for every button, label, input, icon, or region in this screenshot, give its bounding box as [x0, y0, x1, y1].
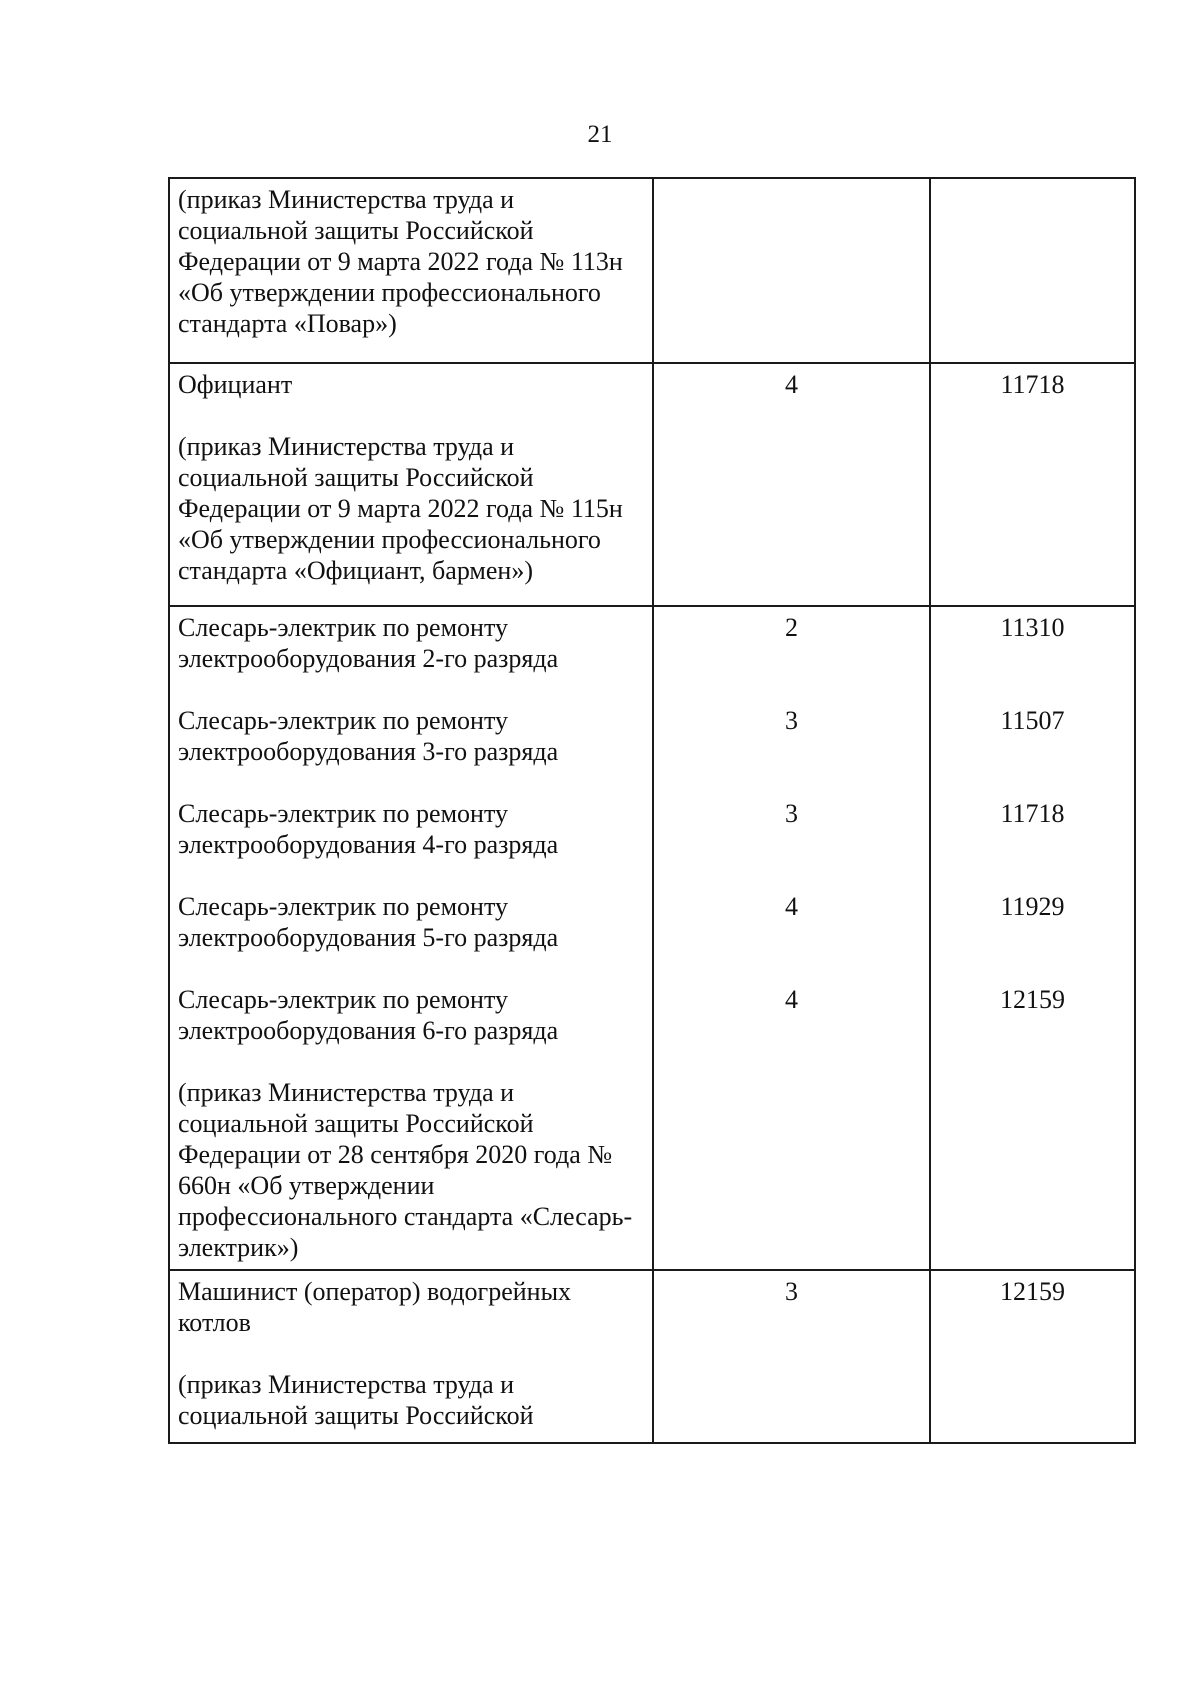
- level-cell: 3: [653, 1270, 930, 1443]
- level-cell: [653, 178, 930, 363]
- profession-name: Слесарь-электрик по ремонту электрооборудования 5-го разряда: [178, 892, 559, 952]
- table-row: [169, 606, 1135, 1270]
- table-row: [169, 1270, 1135, 1443]
- code-value: 11310: [1000, 613, 1065, 642]
- code-cell: [930, 606, 1135, 1270]
- code-value: 11718: [1000, 799, 1065, 828]
- code-cell: [930, 178, 1135, 363]
- profession-name: Машинист (оператор) водогрейных котлов: [178, 1277, 572, 1337]
- order-reference: (приказ Министерства труда и социальной защиты Российской Федерации от 9 марта 2022 года № 113н «Об утверждении профессионального стандарта «Повар»): [178, 185, 623, 338]
- profession-cell: [169, 363, 653, 606]
- profession-name: Слесарь-электрик по ремонту электрооборудования 2-го разряда: [178, 613, 559, 673]
- order-reference: (приказ Министерства труда и социальной защиты Российской: [178, 1370, 534, 1430]
- code-value: 12159: [1000, 985, 1065, 1014]
- profession-cell: [169, 1270, 653, 1443]
- profession-name: Слесарь-электрик по ремонту электрооборудования 4-го разряда: [178, 799, 559, 859]
- level-cell: 4: [653, 363, 930, 606]
- page-number: 21: [587, 121, 613, 148]
- code-value: 11929: [1000, 892, 1065, 921]
- profession-name: Слесарь-электрик по ремонту электрооборудования 3-го разряда: [178, 706, 559, 766]
- level-value: 4: [785, 985, 798, 1014]
- level-value: 4: [785, 892, 798, 921]
- code-cell: 11718: [930, 363, 1135, 606]
- profession-name: Слесарь-электрик по ремонту электрооборудования 6-го разряда: [178, 985, 559, 1045]
- level-value: 2: [785, 613, 798, 642]
- code-value: 11507: [1000, 706, 1065, 735]
- code-cell: 12159: [930, 1270, 1135, 1443]
- table-row: [169, 178, 1135, 363]
- level-cell: [653, 606, 930, 1270]
- profession-cell: [169, 178, 653, 363]
- level-value: 3: [785, 706, 798, 735]
- profession-cell: [169, 606, 653, 1270]
- qualification-table: [168, 177, 1136, 1444]
- profession-name: Официант: [178, 370, 293, 399]
- table-row: [169, 363, 1135, 606]
- order-reference: (приказ Министерства труда и социальной защиты Российской Федерации от 9 марта 2022 года № 115н «Об утверждении профессионального стандарта «Официант, бармен»): [178, 432, 623, 585]
- order-reference: (приказ Министерства труда и социальной защиты Российской Федерации от 28 сентября 2020 года № 660н «Об утверждении профессионального стандарта «Слесарь-электрик»): [178, 1078, 633, 1262]
- level-value: 3: [785, 799, 798, 828]
